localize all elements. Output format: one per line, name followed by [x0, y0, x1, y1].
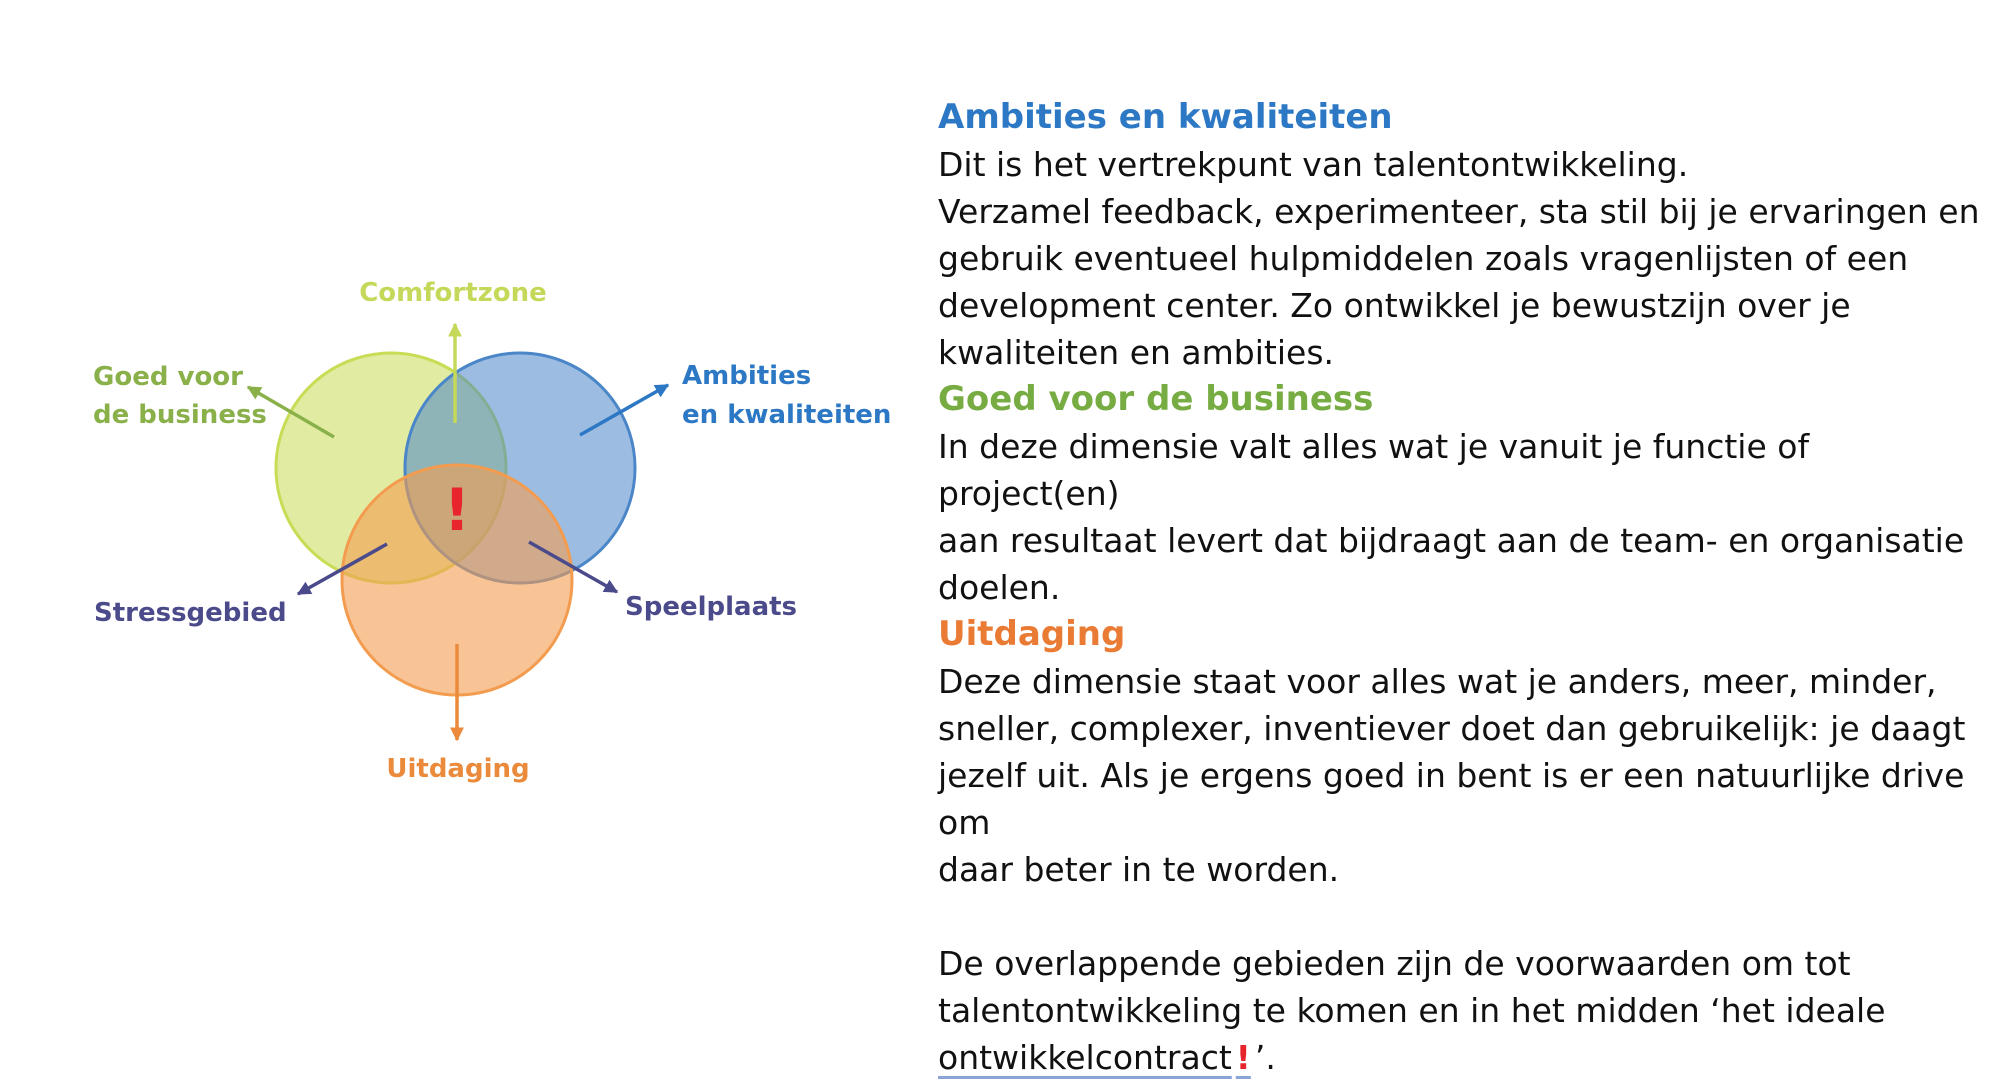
section3-line: jezelf uit. Als je ergens goed in bent is er een natuurlijke drive om — [938, 756, 1965, 842]
label-goed-voor-line1: Goed voor — [93, 362, 243, 392]
section1-line: kwaliteiten en ambities. — [938, 333, 1334, 372]
explanation-text-panel — [938, 94, 1998, 1081]
paragraph-spacer — [938, 893, 1998, 940]
section1-line: Dit is het vertrekpunt van talentontwikkeling. — [938, 145, 1689, 184]
closing-line: De overlappende gebieden zijn de voorwaarden om tot — [938, 944, 1851, 983]
section3-line: sneller, complexer, inventiever doet dan gebruikelijk: je daagt — [938, 709, 1966, 748]
section1-line: gebruik eventueel hulpmiddelen zoals vragenlijsten of een — [938, 239, 1909, 278]
label-stressgebied: Stressgebied — [94, 598, 287, 628]
heading-goed-voor-de-business: Goed voor de business — [938, 379, 1374, 419]
heading-uitdaging: Uitdaging — [938, 614, 1126, 654]
label-comfortzone: Comfortzone — [359, 278, 547, 308]
center-exclamation-mark: ! — [443, 476, 471, 544]
label-goed-voor-line2: de business — [93, 400, 267, 430]
heading-ambities: Ambities en kwaliteiten — [938, 97, 1393, 137]
ontwikkelcontract-text: ontwikkelcontract — [938, 1038, 1232, 1077]
label-speelplaats: Speelplaats — [625, 592, 798, 622]
section1-line: Verzamel feedback, experimenteer, sta stil bij je ervaringen en — [938, 192, 1980, 231]
label-ambities-line1: Ambities — [682, 361, 812, 391]
section2-line: aan resultaat levert dat bijdraagt aan de team- en organisatie — [938, 521, 1965, 560]
ontwikkelcontract-link[interactable] — [938, 1038, 1255, 1077]
label-ambities-line2: en kwaliteiten — [682, 400, 892, 430]
section1-line: development center. Zo ontwikkel je bewustzijn over je — [938, 286, 1851, 325]
label-uitdaging: Uitdaging — [386, 754, 530, 784]
section3-line: daar beter in te worden. — [938, 850, 1340, 889]
closing-line: talentontwikkeling te komen en in het midden ‘het ideale — [938, 991, 1886, 1030]
section3-line: Deze dimensie staat voor alles wat je anders, meer, minder, — [938, 662, 1937, 701]
closing-quote: ’. — [1254, 1038, 1276, 1077]
contract-exclamation-mark: ! — [1235, 1038, 1251, 1077]
section2-line: In deze dimensie valt alles wat je vanuit je functie of project(en) — [938, 427, 1810, 513]
section2-line: doelen. — [938, 568, 1061, 607]
venn-diagram — [0, 0, 900, 1081]
closing-line-final — [938, 1034, 1998, 1081]
